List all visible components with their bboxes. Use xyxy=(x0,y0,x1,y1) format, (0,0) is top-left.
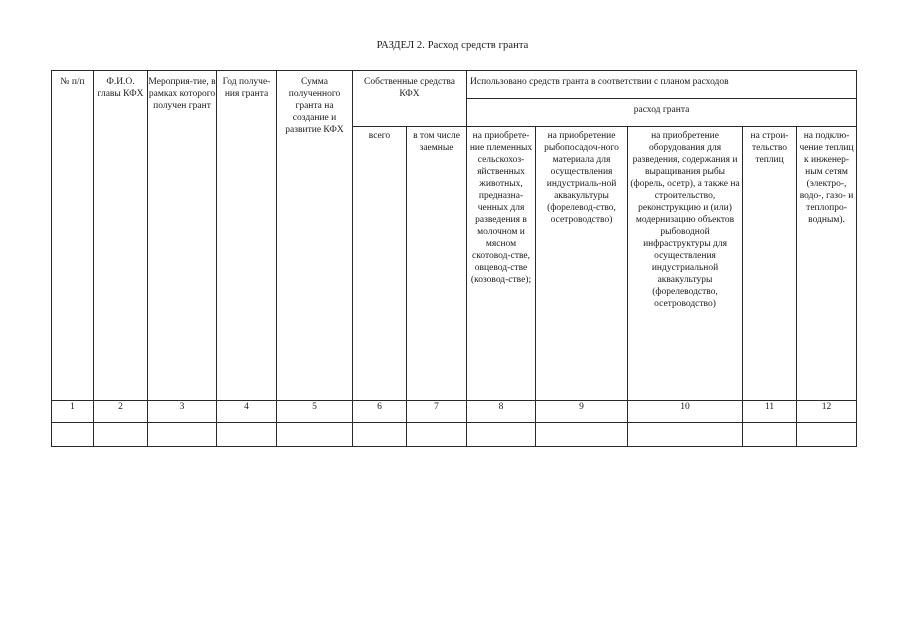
empty-cell[interactable] xyxy=(743,423,797,447)
header-fish-equipment: на приобретение оборудования для разведения, содержания и выращивания рыбы (форель, осетр), а также на строительство, реконструкцию и (или) модернизацию объектов рыбоводной инфраструктуры для осуществления индустриальной аквакультуры (форелеводство, осетроводство) xyxy=(628,127,743,401)
column-number-row xyxy=(52,401,857,423)
empty-cell[interactable] xyxy=(277,423,353,447)
header-own-funds: Собственные средства КФХ xyxy=(353,71,467,127)
header-greenhouse-utilities: на подклю-чение теплиц к инженер-ным сетям (электро-, водо-, газо- и теплопро-водным). xyxy=(797,127,857,401)
empty-data-row xyxy=(52,423,857,447)
empty-cell[interactable] xyxy=(94,423,148,447)
column-number: 6 xyxy=(353,401,407,423)
empty-cell[interactable] xyxy=(797,423,857,447)
column-number: 4 xyxy=(217,401,277,423)
column-number: 11 xyxy=(743,401,797,423)
header-kfh-head-name: Ф.И.О. главы КФХ xyxy=(94,71,148,401)
column-number: 7 xyxy=(407,401,467,423)
header-measure: Мероприя-тие, в рамках которого получен грант xyxy=(148,71,217,401)
column-number: 3 xyxy=(148,401,217,423)
header-fish-stock: на приобретение рыбопосадоч-ного материала для осуществления индустриаль-ной аквакультуры (форелевод-ство, осетроводство) xyxy=(536,127,628,401)
header-borrowed: в том числе заемные xyxy=(407,127,467,401)
column-number: 1 xyxy=(52,401,94,423)
empty-cell[interactable] xyxy=(353,423,407,447)
column-number: 12 xyxy=(797,401,857,423)
empty-cell[interactable] xyxy=(628,423,743,447)
header-used-funds: Использовано средств гранта в соответствии с планом расходов xyxy=(467,71,857,99)
column-number: 9 xyxy=(536,401,628,423)
header-greenhouse-build: на строи-тельство теплиц xyxy=(743,127,797,401)
section-title: РАЗДЕЛ 2. Расход средств гранта xyxy=(376,40,529,51)
empty-cell[interactable] xyxy=(467,423,536,447)
header-grant-year: Год получе-ния гранта xyxy=(217,71,277,401)
header-expense: расход гранта xyxy=(467,99,857,127)
header-number: № п/п xyxy=(52,71,94,401)
column-number: 2 xyxy=(94,401,148,423)
empty-cell[interactable] xyxy=(148,423,217,447)
empty-cell[interactable] xyxy=(407,423,467,447)
header-breeding-animals: на приобрете-ние племенных сельскохоз-яйственных животных, предназна-ченных для разведения в молочном и мясном скотовод-стве, овцевод-стве (козовод-стве); xyxy=(467,127,536,401)
grant-expense-table xyxy=(51,70,857,447)
column-number: 10 xyxy=(628,401,743,423)
header-grant-amount: Сумма полученного гранта на создание и развитие КФХ xyxy=(277,71,353,401)
empty-cell[interactable] xyxy=(536,423,628,447)
empty-cell[interactable] xyxy=(217,423,277,447)
column-number: 8 xyxy=(467,401,536,423)
column-number: 5 xyxy=(277,401,353,423)
header-total: всего xyxy=(353,127,407,401)
empty-cell[interactable] xyxy=(52,423,94,447)
